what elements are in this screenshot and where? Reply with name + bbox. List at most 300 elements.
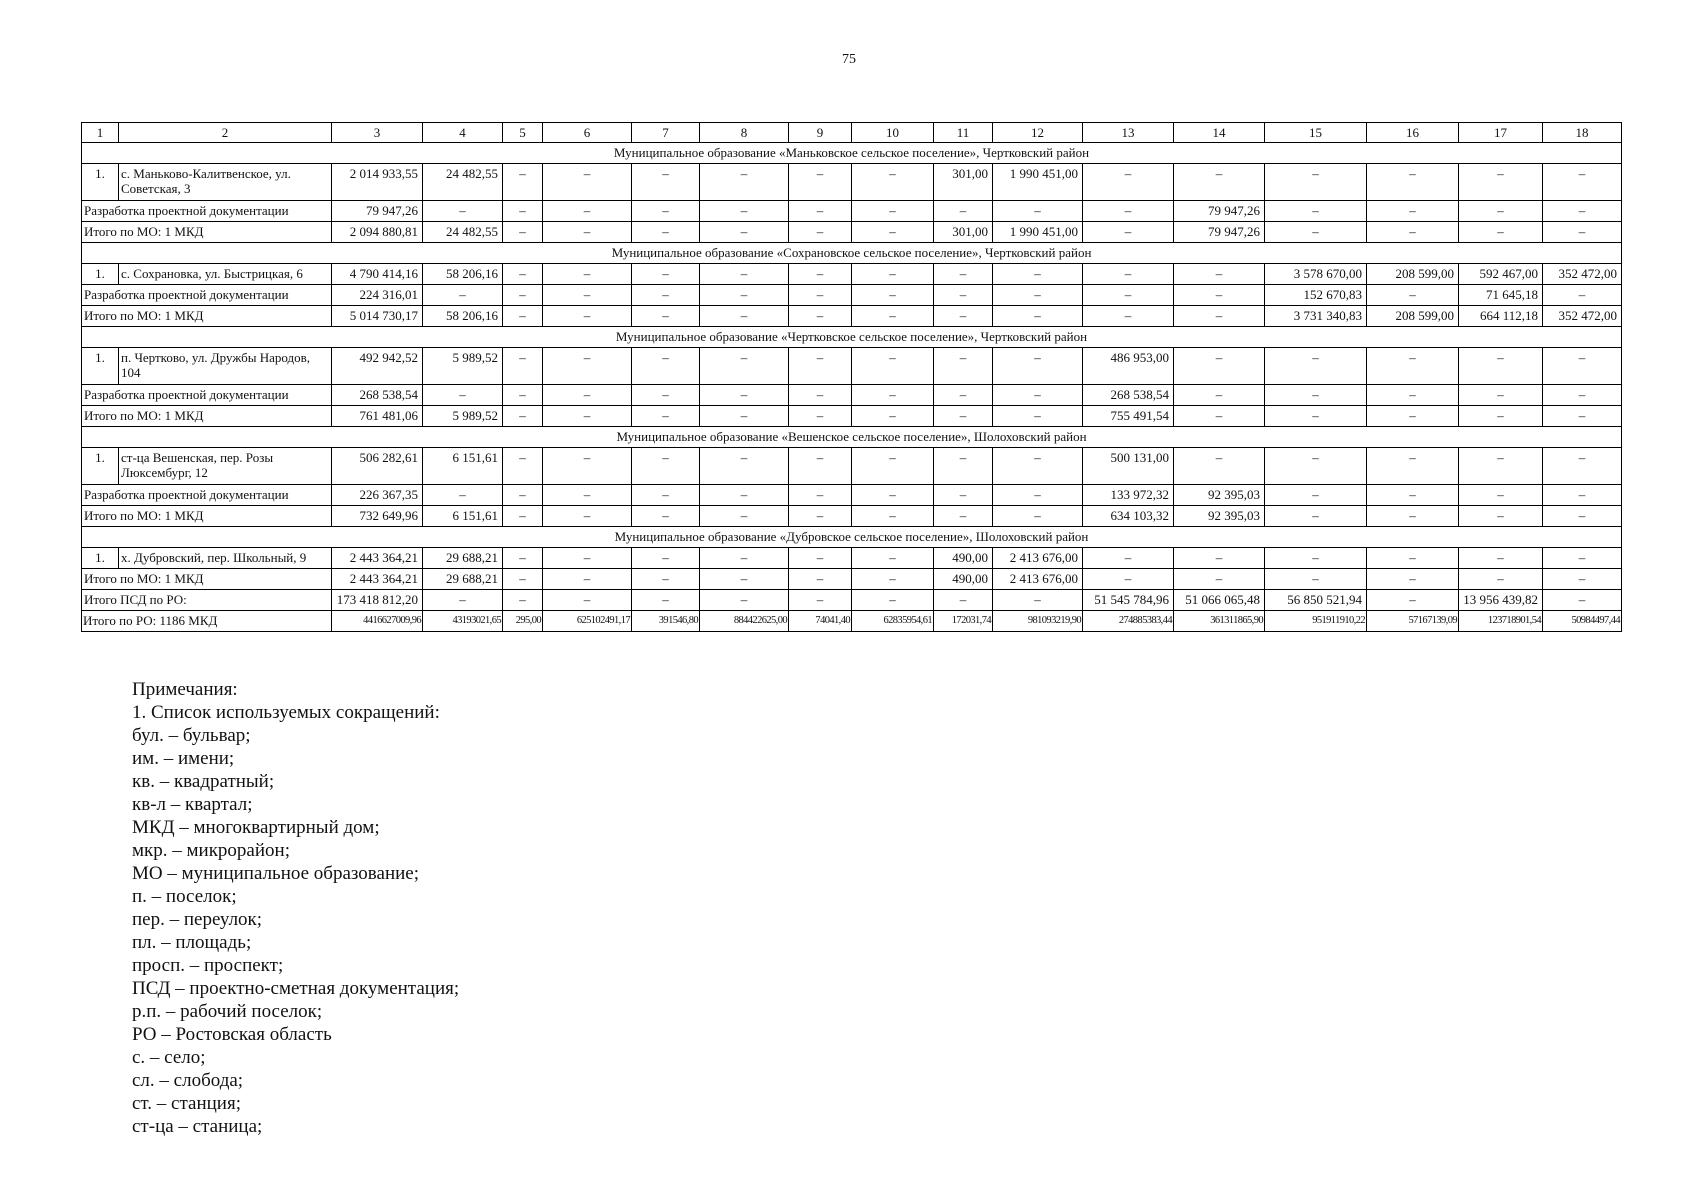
value-cell: – (1459, 569, 1543, 590)
value-cell: 133 972,32 (1083, 485, 1174, 506)
value-cell: – (993, 348, 1083, 385)
address-cell: с. Сохрановка, ул. Быстрицкая, 6 (119, 264, 332, 285)
value-cell: – (1174, 285, 1265, 306)
value-cell: 208 599,00 (1367, 264, 1459, 285)
value-cell: – (1083, 306, 1174, 327)
value-cell: – (503, 548, 543, 569)
value-cell: – (852, 548, 934, 569)
subtotal-row (82, 306, 1622, 327)
value-cell: – (1265, 506, 1367, 527)
row-number: 1. (82, 448, 119, 485)
value-cell: – (503, 306, 543, 327)
value-cell: – (789, 448, 852, 485)
value-cell: 71 645,18 (1459, 285, 1543, 306)
value-cell: – (632, 385, 700, 406)
value-cell: – (632, 485, 700, 506)
value-cell: – (700, 569, 789, 590)
section-row (82, 243, 1622, 264)
value-cell: 268 538,54 (1083, 385, 1174, 406)
value-cell: – (934, 385, 993, 406)
budget-table (81, 122, 1622, 632)
value-cell: 1 990 451,00 (993, 164, 1083, 201)
value-cell: – (1543, 406, 1622, 427)
value-cell: – (852, 406, 934, 427)
column-header: 12 (993, 123, 1083, 143)
value-cell: – (1367, 485, 1459, 506)
value-cell: – (1083, 569, 1174, 590)
value-cell: – (1265, 548, 1367, 569)
value-cell: 224 316,01 (332, 285, 423, 306)
column-header: 13 (1083, 123, 1174, 143)
value-cell: – (1367, 590, 1459, 611)
abbreviation-item: бул. – бульвар; (132, 725, 251, 746)
value-cell: – (543, 448, 632, 485)
value-cell: 506 282,61 (332, 448, 423, 485)
value-cell: – (1367, 569, 1459, 590)
value-cell: 4416627009,96 (332, 611, 423, 632)
value-cell: – (993, 385, 1083, 406)
address-cell: х. Дубровский, пер. Школьный, 9 (119, 548, 332, 569)
value-cell: – (993, 590, 1083, 611)
row-label: Итого по РО: 1186 МКД (82, 611, 332, 632)
value-cell: 208 599,00 (1367, 306, 1459, 327)
value-cell: 732 649,96 (332, 506, 423, 527)
value-cell: 352 472,00 (1543, 264, 1622, 285)
value-cell: – (993, 306, 1083, 327)
value-cell: 2 413 676,00 (993, 548, 1083, 569)
column-header: 10 (852, 123, 934, 143)
value-cell: – (1543, 348, 1622, 385)
value-cell: – (632, 264, 700, 285)
value-cell: – (543, 385, 632, 406)
value-cell: – (700, 285, 789, 306)
value-cell: – (423, 590, 503, 611)
value-cell: – (1543, 285, 1622, 306)
section-title: Муниципальное образование «Вешенское сельское поселение», Шолоховский район (82, 427, 1622, 448)
design-row (82, 485, 1622, 506)
subtotal-row (82, 569, 1622, 590)
value-cell: 62835954,61 (852, 611, 934, 632)
value-cell: 951911910,22 (1265, 611, 1367, 632)
value-cell: – (503, 569, 543, 590)
value-cell: – (543, 164, 632, 201)
value-cell: – (1543, 548, 1622, 569)
section-row (82, 143, 1622, 164)
value-cell: – (1459, 164, 1543, 201)
value-cell: – (423, 485, 503, 506)
row-label: Разработка проектной документации (82, 385, 332, 406)
value-cell: – (503, 348, 543, 385)
value-cell: – (632, 201, 700, 222)
value-cell: – (543, 506, 632, 527)
value-cell: – (1543, 506, 1622, 527)
abbreviation-list (132, 724, 459, 1138)
value-cell: – (934, 306, 993, 327)
value-cell: – (1174, 406, 1265, 427)
section-row (82, 427, 1622, 448)
row-number: 1. (82, 164, 119, 201)
psd-total-row (82, 590, 1622, 611)
value-cell: – (852, 448, 934, 485)
abbreviation-item: ст-ца – станица; (132, 1116, 263, 1137)
value-cell: – (852, 164, 934, 201)
abbreviation-item: МО – муниципальное образование; (132, 863, 420, 884)
address-cell: с. Маньково-Калитвенское, ул. Советская, 3 (119, 164, 332, 201)
value-cell: 58 206,16 (423, 264, 503, 285)
value-cell: 755 491,54 (1083, 406, 1174, 427)
value-cell: 24 482,55 (423, 164, 503, 201)
column-header: 14 (1174, 123, 1265, 143)
notes-title: Примечания: (132, 679, 238, 700)
value-cell: – (789, 506, 852, 527)
value-cell: 295,00 (503, 611, 543, 632)
value-cell: – (423, 285, 503, 306)
header-row (82, 123, 1622, 143)
abbreviation-item: ПСД – проектно-сметная документация; (132, 978, 460, 999)
value-cell: – (1083, 285, 1174, 306)
value-cell: 43193021,65 (423, 611, 503, 632)
value-cell: – (423, 201, 503, 222)
abbreviation-item: р.п. – рабочий поселок; (132, 1001, 323, 1022)
value-cell: – (632, 222, 700, 243)
table-row (82, 264, 1622, 285)
value-cell: 492 942,52 (332, 348, 423, 385)
value-cell: – (503, 406, 543, 427)
value-cell: 92 395,03 (1174, 485, 1265, 506)
value-cell: – (1174, 448, 1265, 485)
value-cell: – (934, 406, 993, 427)
value-cell: 173 418 812,20 (332, 590, 423, 611)
value-cell: – (934, 348, 993, 385)
value-cell: – (1265, 485, 1367, 506)
value-cell: – (1367, 285, 1459, 306)
value-cell: 50984497,44 (1543, 611, 1622, 632)
value-cell: – (993, 201, 1083, 222)
value-cell: – (1083, 164, 1174, 201)
abbreviation-item: РО – Ростовская область (132, 1024, 332, 1045)
value-cell: – (700, 201, 789, 222)
value-cell: – (1265, 448, 1367, 485)
value-cell: – (700, 485, 789, 506)
value-cell: – (852, 348, 934, 385)
column-header: 9 (789, 123, 852, 143)
value-cell: – (1543, 164, 1622, 201)
column-header: 4 (423, 123, 503, 143)
value-cell: – (1174, 264, 1265, 285)
value-cell: – (1083, 201, 1174, 222)
value-cell: 3 578 670,00 (1265, 264, 1367, 285)
section-title: Муниципальное образование «Сохрановское сельское поселение», Чертковский район (82, 243, 1622, 264)
value-cell: – (789, 590, 852, 611)
value-cell: 13 956 439,82 (1459, 590, 1543, 611)
value-cell: – (1543, 590, 1622, 611)
column-header: 16 (1367, 123, 1459, 143)
value-cell: – (1459, 201, 1543, 222)
row-number: 1. (82, 264, 119, 285)
value-cell: 1 990 451,00 (993, 222, 1083, 243)
abbreviation-item: п. – поселок; (132, 886, 237, 907)
value-cell: – (789, 222, 852, 243)
value-cell: 884422625,00 (700, 611, 789, 632)
address-cell: ст-ца Вешенская, пер. Розы Люксембург, 12 (119, 448, 332, 485)
value-cell: – (1543, 385, 1622, 406)
value-cell: – (852, 385, 934, 406)
design-row (82, 385, 1622, 406)
value-cell: – (503, 201, 543, 222)
abbreviation-item: ст. – станция; (132, 1093, 241, 1114)
row-label: Итого по МО: 1 МКД (82, 222, 332, 243)
value-cell: – (934, 201, 993, 222)
value-cell: – (632, 348, 700, 385)
value-cell: 79 947,26 (1174, 222, 1265, 243)
table-row (82, 164, 1622, 201)
design-row (82, 201, 1622, 222)
column-header: 2 (119, 123, 332, 143)
value-cell: – (1265, 569, 1367, 590)
value-cell: – (1174, 569, 1265, 590)
value-cell: – (934, 264, 993, 285)
column-header: 15 (1265, 123, 1367, 143)
value-cell: – (503, 285, 543, 306)
value-cell: – (993, 406, 1083, 427)
table-row (82, 548, 1622, 569)
value-cell: – (1265, 201, 1367, 222)
value-cell: 592 467,00 (1459, 264, 1543, 285)
value-cell: – (632, 506, 700, 527)
value-cell: – (1543, 569, 1622, 590)
value-cell: 268 538,54 (332, 385, 423, 406)
value-cell: – (503, 590, 543, 611)
value-cell: – (700, 306, 789, 327)
value-cell: – (1459, 448, 1543, 485)
value-cell: 6 151,61 (423, 448, 503, 485)
abbreviation-item: кв. – квадратный; (132, 771, 275, 792)
value-cell: 301,00 (934, 222, 993, 243)
value-cell: – (993, 448, 1083, 485)
value-cell: – (1543, 485, 1622, 506)
value-cell: – (700, 548, 789, 569)
value-cell: 2 094 880,81 (332, 222, 423, 243)
value-cell: – (632, 548, 700, 569)
row-label: Итого по МО: 1 МКД (82, 506, 332, 527)
value-cell: – (503, 448, 543, 485)
value-cell: 981093219,90 (993, 611, 1083, 632)
value-cell: – (1265, 385, 1367, 406)
row-label: Разработка проектной документации (82, 201, 332, 222)
value-cell: – (543, 222, 632, 243)
value-cell: – (632, 569, 700, 590)
table-body (82, 123, 1622, 632)
value-cell: 51 066 065,48 (1174, 590, 1265, 611)
value-cell: 352 472,00 (1543, 306, 1622, 327)
value-cell: – (1265, 406, 1367, 427)
abbreviation-item: МКД – многоквартирный дом; (132, 817, 380, 838)
value-cell: – (1265, 348, 1367, 385)
value-cell: – (1174, 548, 1265, 569)
value-cell: 6 151,61 (423, 506, 503, 527)
row-label: Итого по МО: 1 МКД (82, 406, 332, 427)
row-label: Разработка проектной документации (82, 485, 332, 506)
value-cell: – (700, 264, 789, 285)
value-cell: – (1174, 164, 1265, 201)
notes (132, 678, 459, 1138)
value-cell: – (934, 506, 993, 527)
value-cell: – (543, 548, 632, 569)
value-cell: 2 014 933,55 (332, 164, 423, 201)
value-cell: – (852, 264, 934, 285)
value-cell: – (1367, 548, 1459, 569)
section-title: Муниципальное образование «Чертковское сельское поселение», Чертковский район (82, 327, 1622, 348)
value-cell: – (852, 485, 934, 506)
value-cell: 500 131,00 (1083, 448, 1174, 485)
value-cell: 74041,40 (789, 611, 852, 632)
value-cell: – (789, 569, 852, 590)
value-cell: 58 206,16 (423, 306, 503, 327)
value-cell: – (700, 222, 789, 243)
value-cell: 361311865,90 (1174, 611, 1265, 632)
value-cell: – (934, 485, 993, 506)
column-header: 8 (700, 123, 789, 143)
value-cell: – (1367, 385, 1459, 406)
abbreviation-item: пер. – переулок; (132, 909, 263, 930)
section-row (82, 527, 1622, 548)
value-cell: – (934, 448, 993, 485)
table-row (82, 448, 1622, 485)
value-cell: – (993, 506, 1083, 527)
value-cell: – (632, 406, 700, 427)
value-cell: – (852, 569, 934, 590)
value-cell: – (993, 264, 1083, 285)
column-header: 3 (332, 123, 423, 143)
abbreviation-item: им. – имени; (132, 748, 235, 769)
value-cell: 5 014 730,17 (332, 306, 423, 327)
table-row (82, 348, 1622, 385)
value-cell: – (700, 164, 789, 201)
value-cell: 634 103,32 (1083, 506, 1174, 527)
value-cell: – (789, 164, 852, 201)
value-cell: 172031,74 (934, 611, 993, 632)
value-cell: 5 989,52 (423, 406, 503, 427)
value-cell: 2 443 364,21 (332, 569, 423, 590)
column-header: 17 (1459, 123, 1543, 143)
value-cell: – (789, 285, 852, 306)
abbreviation-item: кв-л – квартал; (132, 794, 253, 815)
value-cell: – (852, 590, 934, 611)
value-cell: – (543, 306, 632, 327)
value-cell: – (1459, 385, 1543, 406)
value-cell: – (543, 485, 632, 506)
value-cell: 92 395,03 (1174, 506, 1265, 527)
value-cell: – (543, 569, 632, 590)
value-cell: – (789, 201, 852, 222)
abbreviation-item: просп. – проспект; (132, 955, 284, 976)
value-cell: – (1543, 201, 1622, 222)
column-header: 6 (543, 123, 632, 143)
value-cell: – (1083, 264, 1174, 285)
column-header: 1 (82, 123, 119, 143)
value-cell: – (1543, 222, 1622, 243)
value-cell: – (1459, 348, 1543, 385)
value-cell: 24 482,55 (423, 222, 503, 243)
value-cell: 664 112,18 (1459, 306, 1543, 327)
column-header: 5 (503, 123, 543, 143)
value-cell: – (700, 590, 789, 611)
value-cell: 2 443 364,21 (332, 548, 423, 569)
subtotal-row (82, 406, 1622, 427)
value-cell: 490,00 (934, 548, 993, 569)
value-cell: 761 481,06 (332, 406, 423, 427)
value-cell: 226 367,35 (332, 485, 423, 506)
value-cell: 29 688,21 (423, 548, 503, 569)
value-cell: – (632, 306, 700, 327)
value-cell: – (503, 506, 543, 527)
value-cell: – (423, 385, 503, 406)
value-cell: 490,00 (934, 569, 993, 590)
abbreviation-item: с. – село; (132, 1047, 206, 1068)
value-cell: 57167139,09 (1367, 611, 1459, 632)
address-cell: п. Чертково, ул. Дружбы Народов, 104 (119, 348, 332, 385)
column-header: 18 (1543, 123, 1622, 143)
value-cell: – (1367, 348, 1459, 385)
value-cell: – (1367, 506, 1459, 527)
value-cell: – (852, 285, 934, 306)
value-cell: – (1265, 164, 1367, 201)
value-cell: – (1174, 348, 1265, 385)
subtotal-row (82, 506, 1622, 527)
value-cell: 79 947,26 (332, 201, 423, 222)
value-cell: – (543, 285, 632, 306)
value-cell: – (852, 306, 934, 327)
value-cell: – (543, 406, 632, 427)
value-cell: – (1367, 448, 1459, 485)
value-cell: – (1265, 222, 1367, 243)
value-cell: – (934, 285, 993, 306)
design-row (82, 285, 1622, 306)
value-cell: – (789, 406, 852, 427)
column-header: 7 (632, 123, 700, 143)
value-cell: – (934, 590, 993, 611)
notes-subtitle: 1. Список используемых сокращений: (132, 702, 440, 723)
value-cell: – (632, 590, 700, 611)
value-cell: – (1367, 201, 1459, 222)
value-cell: – (993, 285, 1083, 306)
value-cell: – (1367, 164, 1459, 201)
value-cell: – (789, 385, 852, 406)
value-cell: – (543, 348, 632, 385)
value-cell: – (852, 201, 934, 222)
value-cell: – (1459, 548, 1543, 569)
value-cell: – (1459, 485, 1543, 506)
value-cell: – (852, 222, 934, 243)
value-cell: 625102491,17 (543, 611, 632, 632)
value-cell: 51 545 784,96 (1083, 590, 1174, 611)
section-row (82, 327, 1622, 348)
value-cell: – (543, 264, 632, 285)
value-cell: – (632, 285, 700, 306)
value-cell: – (503, 385, 543, 406)
value-cell: 5 989,52 (423, 348, 503, 385)
value-cell: – (993, 485, 1083, 506)
row-number: 1. (82, 548, 119, 569)
value-cell: 301,00 (934, 164, 993, 201)
value-cell: 391546,80 (632, 611, 700, 632)
value-cell: 486 953,00 (1083, 348, 1174, 385)
abbreviation-item: мкр. – микрорайон; (132, 840, 290, 861)
section-title: Муниципальное образование «Дубровское сельское поселение», Шолоховский район (82, 527, 1622, 548)
column-header: 11 (934, 123, 993, 143)
value-cell: – (1083, 548, 1174, 569)
row-label: Итого по МО: 1 МКД (82, 306, 332, 327)
